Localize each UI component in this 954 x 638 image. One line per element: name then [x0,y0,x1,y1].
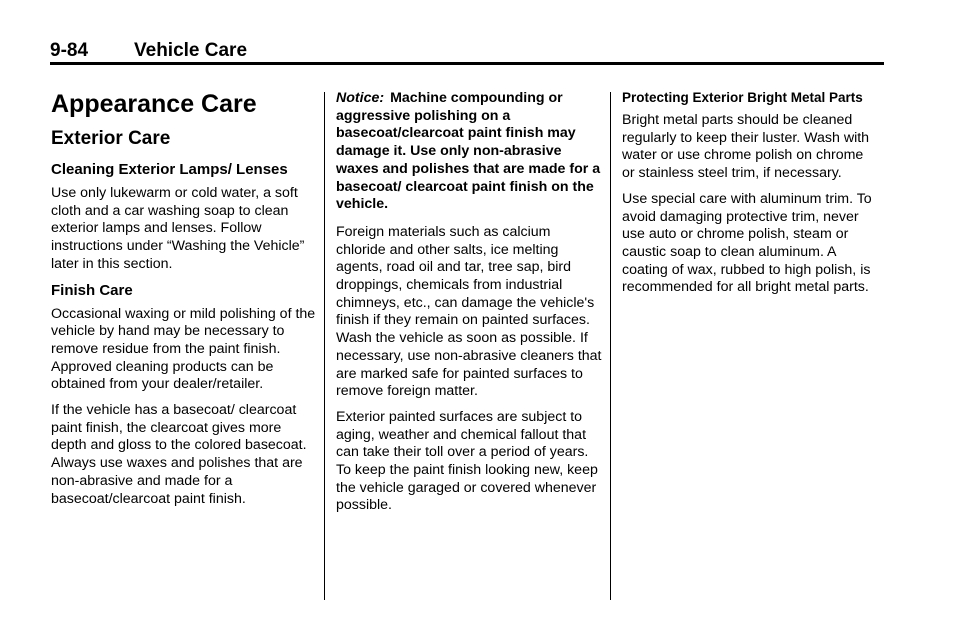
paragraph-finish-1: Occasional waxing or mild polishing of the vehicle by hand may be necessary to remove residue from the paint finish. Approved cleaning products can be obtained from your dealer/retailer. [51,305,316,393]
page-number: 9-84 [50,40,89,61]
notice-block [336,90,602,214]
section-title: Vehicle Care [134,40,248,61]
header-rule [50,62,884,65]
subsection-heading-finish: Finish Care [51,281,133,299]
column-left [51,90,317,516]
notice-text: Machine compounding or aggressive polishing on a basecoat/clearcoat paint finish may damage it. Use only non-abrasive waxes and polishes that are made for a basecoat/ clearcoat paint finish on the vehicle. [336,90,601,213]
notice-label: Notice: [336,90,385,106]
column-divider [610,92,611,600]
paragraph-metal-2: Use special care with aluminum trim. To avoid damaging protective trim, never use auto or chrome polish, steam or caustic soap to clean aluminum. A coating of wax, rubbed to high polish, is recommended for all bright metal parts. [622,190,872,296]
column-middle [336,90,602,523]
paragraph-metal-1: Bright metal parts should be cleaned regularly to keep their luster. Wash with water or use chrome polish on chrome or stainless steel trim, if necessary. [622,112,870,182]
subsection-heading-lamps: Cleaning Exterior Lamps/ Lenses [51,161,288,178]
paragraph-exterior-surfaces: Exterior painted surfaces are subject to aging, weather and chemical fallout that can take their toll over a period of years. To keep the paint finish looking new, keep the vehicle garaged or covered whenever possible. [336,408,598,514]
page-title: Appearance Care [51,90,257,118]
paragraph-foreign-materials: Foreign materials such as calcium chloride and other salts, ice melting agents, road oil and tar, tree sap, bird droppings, chemicals from industrial chimneys, etc., can damage the vehicle's finish if they remain on painted surfaces. Wash the vehicle as soon as possible. If necessary, use non-abrasive cleaners that are marked safe for painted surfaces to remove foreign matter. [336,223,602,400]
page-header [50,40,884,62]
subsection-heading-metal: Protecting Exterior Bright Metal Parts [622,90,863,105]
paragraph-finish-2: If the vehicle has a basecoat/ clearcoat paint finish, the clearcoat gives more depth and gloss to the colored basecoat. Always use waxes and polishes that are non-abrasive and made for a basecoat/clearcoat paint finish. [51,402,307,507]
column-divider [324,92,325,600]
section-heading: Exterior Care [51,128,171,149]
paragraph-lamps: Use only lukewarm or cold water, a soft cloth and a car washing soap to clean exterior lamps and lenses. Follow instructions under “Washing the Vehicle” later in this section. [51,185,305,272]
column-right [622,90,878,305]
